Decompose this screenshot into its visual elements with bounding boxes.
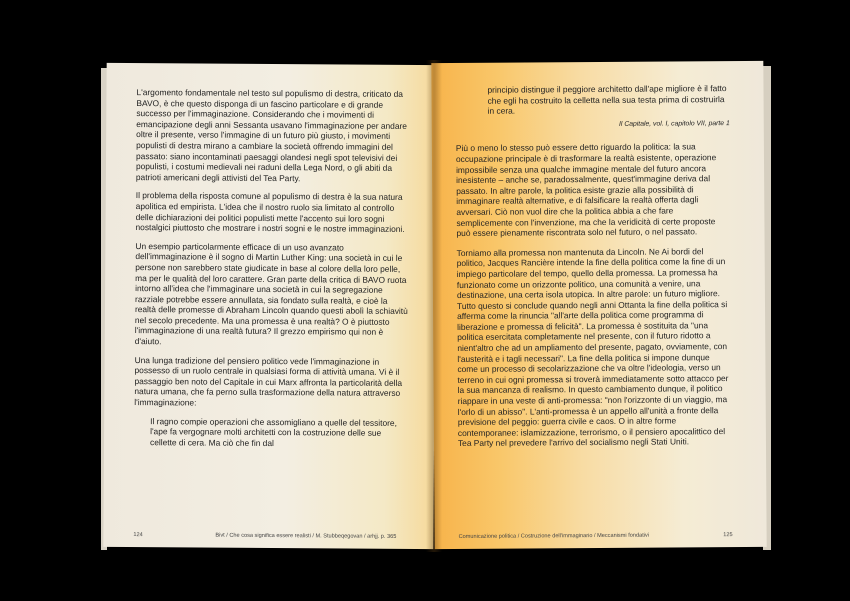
block-quote: principio distingue il peggiore architetto dall'ape migliore è il fatto che egli ha costruito la celletta nella sua testa prima di costruirla in cera.	[487, 83, 727, 116]
body-paragraph: Più o meno lo stesso può essere detto riguardo la politica: la sua occupazione principale è di trasformare la realtà esistente, operazione impossibile senza una qualche immagine mentale del futuro ancora inesistente – anche se, paradossalmente, quest'immagine deriva dal passato. In altre parole, la politica esiste grazie alla possibilità di immaginare realtà alternative, e di falsificare la realtà offerta dagli avversari. Ciò non vuol dire che la politica abbia a che fare semplicemente con l'invenzione, ma che la veridicità di certe proposte può essere pienamente riscontrata solo nel futuro, o nel passato.	[455, 141, 717, 239]
right-page	[431, 61, 766, 549]
body-paragraph: Un esempio particolarmente efficace di un uso avanzato dell'immaginazione è il sogno di Martin Luther King: una società in cui le persone non sarebbero state giudicate in base al colore della loro pelle, ma per le qualità del loro carattere. Gran parte della critica di BAVO ruota intorno all'idea che l'immaginare una società in cui la segregazione razziale potrebbe essere annullata, sia fondato sulla realtà, e cioè la realtà delle promesse di Abraham Lincoln quando questi abolì la schiavitù nel secolo precedente. Ma una promessa è una realtà? O è piuttosto l'immaginazione di una realtà futura? Il grezzo empirismo qui non è d'aiuto.	[134, 240, 408, 347]
block-quote: Il ragno compie operazioni che assomigliano a quelle del tessitore, l'ape fa vergognare molti architetti con la costruzione delle sue cellette di cera. Ma ciò che fin dal	[150, 415, 397, 448]
page-number: 125	[723, 532, 733, 539]
running-footer: Comunicazione politica / Costruzione dell'immaginario / Meccanismi fondativi	[458, 533, 650, 541]
body-paragraph: Una lunga tradizione del pensiero politico vede l'immaginazione in possesso di un ruolo centrale in qualsiasi forma di attività umana. Vi è il passaggio ben noto del Capitale in cui Marx affronta la particolarità della natura umana, che fa perno sulla trasformazione della natura attraverso l'immaginazione:	[134, 354, 403, 408]
page-number: 124	[133, 532, 143, 539]
body-paragraph: Il problema della risposta comune al populismo di destra è la sua natura apolitica ed empirista. L'idea che il nostro ruolo sia limitato al controllo delle dichiarazioni dei politici populisti mette l'accento sui loro sogni nostalgici piuttosto che mostrare i nostri sogni e le nostre immaginazioni.	[135, 190, 405, 235]
quote-citation: Il Capitale, vol. I, capitolo VII, parte 1	[619, 119, 730, 128]
body-paragraph: Torniamo alla promessa non mantenuta da Lincoln. Ne Ai bordi del politico, Jacques Rancière intende la fine della politica come la fine di un impiego particolare del tempo, quello della promessa. La promessa ha funzionato come un orizzonte politico, una comunità a venire, una destinazione, una certa isola utopica. In altre parole: un futuro migliore. Tutto questo si conclude quando negli anni Ottanta la fine della politica si afferma come la rinuncia "all'arte della politica come programma di liberazione e promessa di felicità". La promessa è sostituita da "una politica esercitata completamente nel presente, con il futuro ridotto a nient'altro che ad un ampliamento del presente, pagato, ovviamente, con l'austerità e i tagli necessari". La fine della politica si impone dunque come un processo di secolarizzazione che va oltre l'ideologia, verso un terreno in cui ogni promessa si troverà immediatamente sotto attacco per la sua mancanza di realismo. In questo cambiamento dunque, il politico riappare in una veste di anti-promessa: "non l'orizzonte di un viaggio, ma l'orlo di un abisso". L'anti-promessa è un appello all'unità a fronte della previsione del peggio: guerra civile e caos. O in altre forme contemporanee: islamizzazione, terrorismo, o il pensiero apocalittico del Tea Party nel prevedere l'arrivo del socialismo negli Stati Uniti.	[456, 245, 729, 449]
body-paragraph: L'argomento fondamentale nel testo sul populismo di destra, criticato da BAVO, è che questo disponga di un fascino particolare e di grande successo per l'immaginazione. Considerando che i movimenti di emancipazione degli anni Sessanta usavano l'immaginazione per andare oltre il presente, verso l'immagine di un futuro più giusto, i movimenti populisti di destra mirano a cambiare la società offrendo immagini del passato: siano incontaminati paesaggi olandesi negli spot televisivi dei populisti, i costumi medievali nei raduni della Lega Nord, o gli abiti da patrioti americani degli attivisti del Tea Party.	[135, 87, 407, 183]
left-page	[103, 63, 436, 549]
running-footer: Bivt / Che cosa significa essere realisti / M. Stubbeqegovan / arhjj. p. 365	[215, 533, 397, 541]
book-gutter	[426, 60, 442, 552]
